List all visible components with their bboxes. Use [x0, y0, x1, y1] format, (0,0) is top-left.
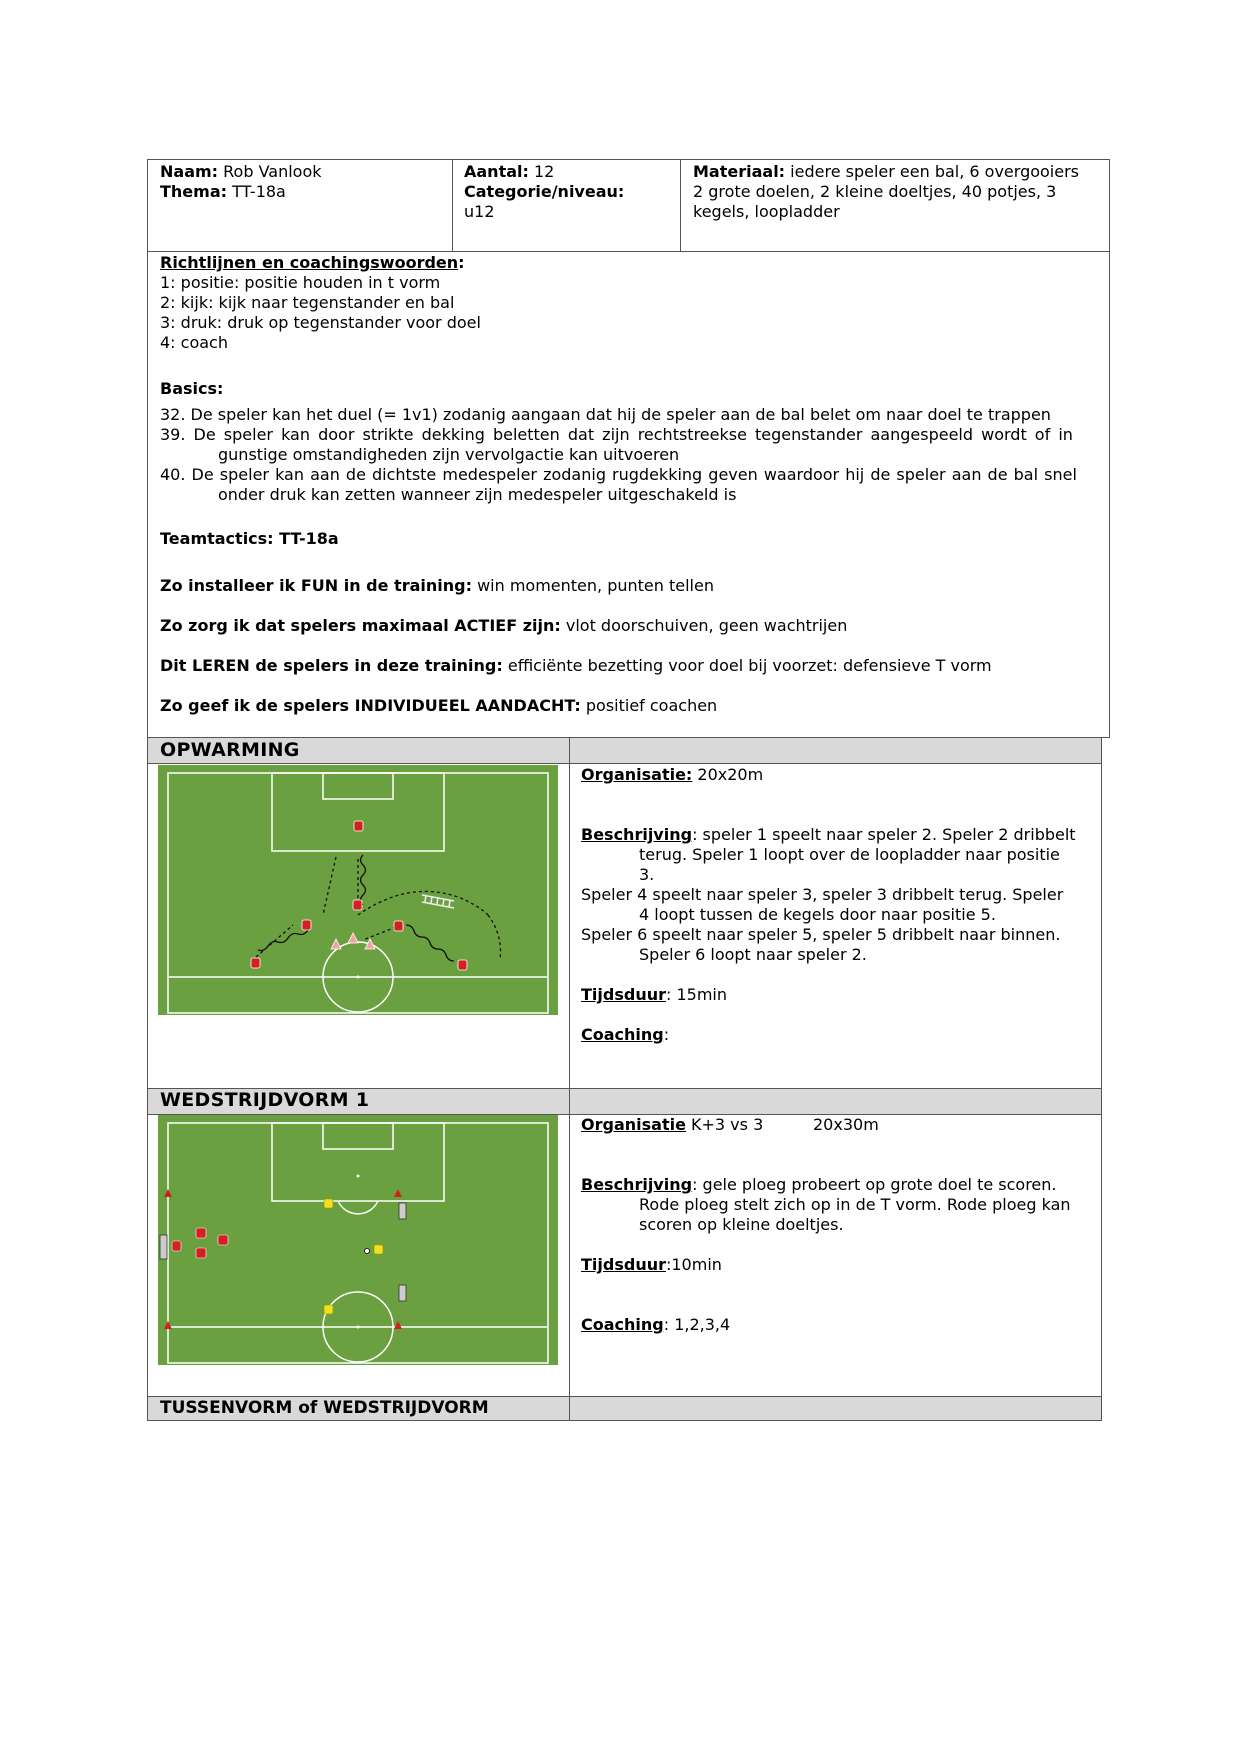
fun-line: Zo installeer ik FUN in de training: win momenten, punten tellen — [160, 576, 714, 595]
penalty-spot — [357, 1175, 360, 1178]
basics-item-32: 32. De speler kan het duel (= 1v1) zodanig aangaan dat hij de speler aan de bal belet om naar doel te trappen — [160, 405, 1051, 424]
small-goal — [399, 1285, 406, 1301]
opwarming-tijdsduur: Tijdsduur: 15min — [581, 985, 727, 1004]
basics-item-40: 40. De speler kan aan de dichtste medespeler zodanig rugdekking geven waardoor hij de speler aan de bal snel — [160, 465, 1077, 484]
materiaal-field: Materiaal: iedere speler een bal, 6 overgooiers — [693, 162, 1079, 181]
opwarming-pitch-diagram — [158, 765, 558, 1015]
wedstrijdvorm1-organisatie: Organisatie K+3 vs 3 — [581, 1115, 764, 1134]
wedstrijdvorm1-size: 20x30m — [813, 1115, 879, 1134]
wedstrijdvorm1-pitch-diagram — [158, 1115, 558, 1365]
opwarming-beschrijving-line: Speler 4 speelt naar speler 3, speler 3 dribbelt terug. Speler — [581, 885, 1064, 904]
wedstrijdvorm1-beschrijving-line: scoren op kleine doeltjes. — [639, 1215, 844, 1234]
center-spot — [357, 1326, 360, 1329]
basics-title: Basics: — [160, 379, 224, 398]
opwarming-title: OPWARMING — [160, 739, 300, 761]
header-divider-2 — [680, 159, 681, 252]
richtlijnen-item: 2: kijk: kijk naar tegenstander en bal — [160, 293, 455, 312]
ball — [365, 1249, 370, 1254]
wedstrijdvorm1-col-divider — [569, 1088, 570, 1397]
wedstrijdvorm1-beschrijving-line: Rode ploeg stelt zich op in de T vorm. Rode ploeg kan — [639, 1195, 1071, 1214]
basics-item-39-cont: gunstige omstandigheden zijn vervolgactie kan uitvoeren — [218, 445, 680, 464]
opwarming-beschrijving-line: Speler 6 loopt naar speler 2. — [639, 945, 867, 964]
richtlijnen-item: 1: positie: positie houden in t vorm — [160, 273, 441, 292]
thema-field: Thema: TT-18a — [160, 182, 286, 201]
aantal-field: Aantal: 12 — [464, 162, 555, 181]
categorie-label: Categorie/niveau: — [464, 182, 625, 201]
teamtactics: Teamtactics: TT-18a — [160, 529, 339, 548]
opwarming-beschrijving-line: 4 loopt tussen de kegels door naar positie 5. — [639, 905, 996, 924]
richtlijnen-title: Richtlijnen en coachingswoorden: — [160, 253, 465, 272]
basics-item-39: 39. De speler kan door strikte dekking beletten dat zijn rechtstreekse tegenstander aangespeeld wordt of in — [160, 425, 1073, 444]
aandacht-line: Zo geef ik de spelers INDIVIDUEEL AANDACHT: positief coachen — [160, 696, 718, 715]
opwarming-beschrijving-line: Speler 6 speelt naar speler 5, speler 5 dribbelt naar binnen. — [581, 925, 1061, 944]
opwarming-beschrijving-line: terug. Speler 1 loopt over de loopladder naar positie — [639, 845, 1060, 864]
materiaal-line-2: 2 grote doelen, 2 kleine doeltjes, 40 potjes, 3 — [693, 182, 1057, 201]
opwarming-header-line — [147, 763, 1102, 764]
wedstrijdvorm1-title: WEDSTRIJDVORM 1 — [160, 1089, 370, 1111]
keeper-goal — [160, 1235, 167, 1259]
wedstrijdvorm1-beschrijving: Beschrijving: gele ploeg probeert op grote doel te scoren. — [581, 1175, 1057, 1194]
tussenvorm-col-divider — [569, 1396, 570, 1421]
actief-line: Zo zorg ik dat spelers maximaal ACTIEF zijn: vlot doorschuiven, geen wachtrijen — [160, 616, 848, 635]
tussenvorm-title: TUSSENVORM of WEDSTRIJDVORM — [160, 1398, 489, 1418]
header-divider-1 — [452, 159, 453, 252]
richtlijnen-item: 3: druk: druk op tegenstander voor doel — [160, 313, 481, 332]
opwarming-organisatie: Organisatie: 20x20m — [581, 765, 764, 784]
materiaal-line-3: kegels, loopladder — [693, 202, 840, 221]
small-goal — [399, 1203, 406, 1219]
wedstrijdvorm1-tijdsduur: Tijdsduur:10min — [581, 1255, 722, 1274]
wedstrijdvorm1-coaching: Coaching: 1,2,3,4 — [581, 1315, 731, 1334]
richtlijnen-item: 4: coach — [160, 333, 228, 352]
naam-field: Naam: Rob Vanlook — [160, 162, 322, 181]
leren-line: Dit LEREN de spelers in deze training: efficiënte bezetting voor doel bij voorzet: defensieve T vorm — [160, 656, 992, 675]
opwarming-beschrijving: Beschrijving: speler 1 speelt naar speler 2. Speler 2 dribbelt — [581, 825, 1076, 844]
categorie-value: u12 — [464, 202, 495, 221]
opwarming-coaching: Coaching: — [581, 1025, 670, 1044]
center-spot — [357, 976, 360, 979]
opwarming-beschrijving-line: 3. — [639, 865, 655, 884]
basics-item-40-cont: onder druk kan zetten wanneer zijn medespeler uitgeschakeld is — [218, 485, 737, 504]
opwarming-col-divider — [569, 737, 570, 1089]
